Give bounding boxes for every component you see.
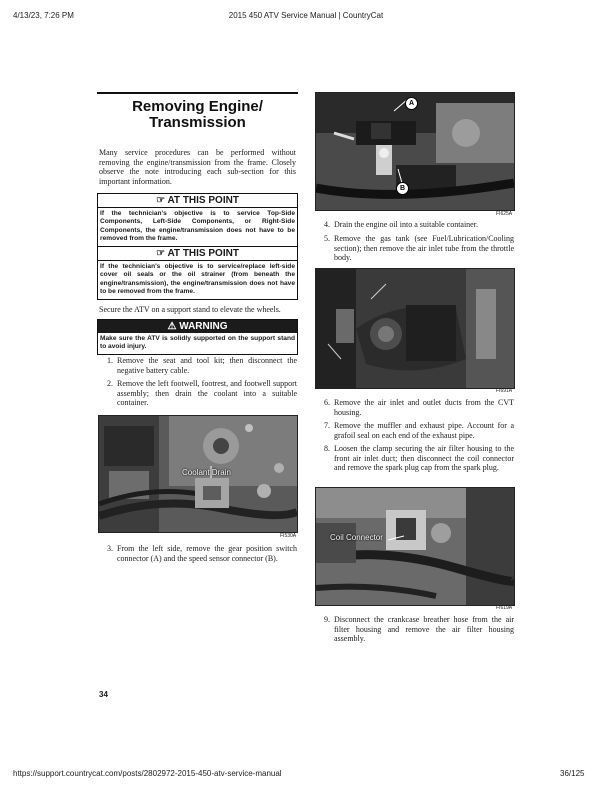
step-4 [316,220,514,230]
print-page-title: 2015 450 ATV Service Manual | CountryCat [228,11,384,20]
warning-triangle-icon: ⚠ [167,321,177,332]
step-text: Remove the left footwell, footrest, and footwell support assembly; then drain the coolant into a suitable container. [117,379,297,408]
engine-photo-connectors [316,93,514,210]
warning-body: Make sure the ATV is solidly supported on the support stand to avoid injury. [100,335,295,351]
warning-heading-text: WARNING [179,321,228,332]
step-1 [99,356,297,375]
secure-atv-text: Secure the ATV on a support stand to elevate the wheels. [99,305,281,314]
step-number: 8. [324,444,330,453]
step-text: Remove the seat and tool kit; then disconnect the negative battery cable. [117,356,297,375]
step-2 [99,379,297,408]
pointing-hand-icon: ☞ [156,195,166,206]
step-number: 9. [324,615,330,624]
step-number: 5. [324,234,330,243]
warning-heading [98,320,297,333]
step-text: Loosen the clamp securing the air filter housing to the front air inlet duct; then disconnect the coil connector and remove the spark plug cap from the spark plug. [334,444,514,473]
engine-photo-throttle [316,269,514,388]
note-heading-1 [98,194,297,208]
note-heading-2 [98,247,297,261]
print-url: https://support.countrycat.com/posts/2802972-2015-450-atv-service-manual [13,769,282,778]
step-number: 3. [107,544,113,553]
intro-paragraph: Many service procedures can be performed without removing the engine/transmission from the frame. Closely observe the note introducing each sub-section for this important information. [99,148,296,186]
manual-page-number: 34 [99,690,108,699]
step-text: Remove the gas tank (see Fuel/Lubrication/Cooling section); then remove the air inlet tube from the throttle body. [334,234,514,263]
step-6 [316,398,514,417]
note-heading-text-1: AT THIS POINT [167,195,239,206]
step-text: Remove the muffler and exhaust pipe. Account for a grafoil seal on each end of the exhaust pipe. [334,421,514,440]
callout-coolant-drain: Coolant Drain [182,468,231,477]
step-7 [316,421,514,440]
marker-a-badge: A [405,97,418,110]
print-datetime: 4/13/23, 7:26 PM [13,11,74,20]
title-rule [97,92,298,94]
step-text: Disconnect the crankcase breather hose from the air filter housing and remove the air filter housing assembly. [334,615,514,644]
print-page-count: 36/125 [560,769,585,778]
note-body-2: If the technician's objective is to service/replace left-side cover oil seals or the oil strainer (from beneath the engine/transmission), the engine/transmission does not have to be removed from the frame. [100,263,295,296]
step-text: Drain the engine oil into a suitable container. [334,220,478,229]
step-number: 2. [107,379,113,388]
pointing-hand-icon: ☞ [156,248,166,259]
photo-connectors-a-b [315,92,515,211]
photo-throttle-body [315,268,515,389]
figure-code-fi619a: FI619A [496,605,513,611]
at-this-point-note-1 [97,193,298,247]
step-text: Remove the air inlet and outlet ducts from the CVT housing. [334,398,514,417]
warning-box [97,319,298,355]
step-number: 4. [324,220,330,229]
callout-coil-connector: Coil Connector [330,533,383,542]
figure-code-fi691a: FI691A [496,388,513,394]
figure-code-fi625a: FI625A [496,211,513,217]
step-text: From the left side, remove the gear position switch connector (A) and the speed sensor connector (B). [117,544,297,563]
step-3 [99,544,297,563]
step-5 [316,234,514,263]
step-number: 1. [107,356,113,365]
step-number: 6. [324,398,330,407]
figure-code-fi530a: FI530A [280,533,297,539]
section-title [97,99,298,131]
step-number: 7. [324,421,330,430]
marker-b-badge: B [396,182,409,195]
engine-photo-coil [316,488,514,605]
note-body-1: If the technician's objective is to service Top-Side Components, Left-Side Components, or Right-Side Components, the engine/transmission does not have to be removed from the frame. [100,210,295,243]
step-8 [316,444,514,473]
photo-coil-connector [315,487,515,606]
note-heading-text-2: AT THIS POINT [167,248,239,259]
section-title-line1: Removing Engine/ [132,98,263,115]
step-9 [316,615,514,644]
section-title-line2: Transmission [149,114,246,131]
at-this-point-note-2 [97,246,298,300]
